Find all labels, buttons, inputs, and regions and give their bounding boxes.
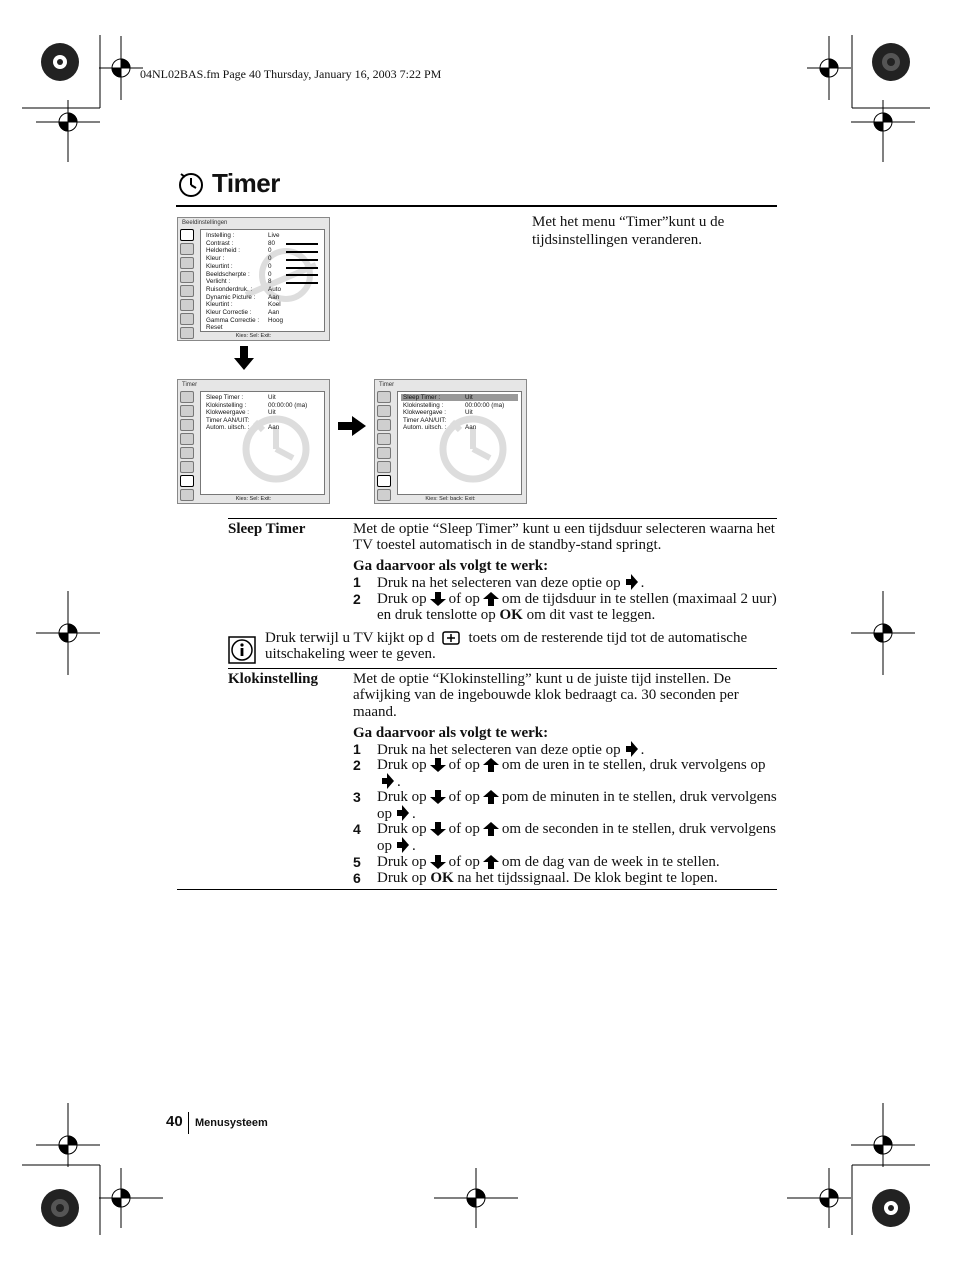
setting-row[interactable]: Beeldscherpte : 0 — [206, 270, 272, 278]
arrow-down-key-icon — [430, 822, 446, 836]
section-rule — [228, 668, 777, 669]
timer-row[interactable]: Timer AAN/UIT: — [403, 416, 447, 424]
info-icon — [228, 636, 256, 664]
picture-menu-icon — [377, 391, 391, 403]
picture-menu-icon — [180, 229, 194, 241]
klok-step-3: 3 Druk op of op pom de minuten in te stellen, druk vervolgens op . — [353, 789, 777, 823]
setting-row[interactable]: Ruisonderdruk. : Auto — [206, 285, 281, 293]
sound-menu-icon — [180, 243, 194, 255]
setting-row[interactable]: Reset — [206, 324, 223, 332]
file-header: 04NL02BAS.fm Page 40 Thursday, January 16, 2003 7:22 PM — [140, 67, 442, 81]
title-rule — [176, 205, 777, 207]
screen-title: Beeldinstellingen — [182, 220, 228, 226]
setting-row[interactable]: Kleur Correctie : Aan — [206, 309, 280, 316]
setup-menu-icon — [377, 433, 391, 445]
sound-menu-icon — [180, 405, 194, 417]
menu-icon-column — [180, 229, 194, 339]
info-display-key-icon — [442, 631, 460, 645]
section-rule — [228, 518, 777, 519]
arrow-down-key-icon — [430, 855, 446, 869]
timer-row-selected[interactable]: Sleep Timer : Uit — [401, 394, 518, 401]
screen-footer: Kies: Sel: back: Exit: — [425, 496, 476, 502]
sleep-timer-note: Druk terwijl u TV kijkt op d toets om de resterende tijd tot de automatische uitschakeling weer te geven. — [265, 630, 748, 663]
slider-bar — [286, 243, 318, 245]
menu-icon-column — [180, 391, 194, 501]
arrow-down-key-icon — [430, 592, 446, 606]
slider-bar — [286, 282, 318, 284]
slider-bar — [286, 267, 318, 269]
settings-menu-icon — [180, 461, 194, 473]
timer-panel — [200, 391, 325, 495]
sleep-step-2: 2 Druk op of op om de tijdsduur in te stellen (maximaal 2 uur) en druk tenslotte op OK om dit vast te leggen. — [353, 591, 777, 624]
arrow-right-icon — [338, 416, 366, 436]
arrow-up-key-icon — [483, 822, 499, 836]
setting-row[interactable]: Kleurtint : 0 — [206, 262, 272, 270]
arrow-up-key-icon — [483, 758, 499, 772]
timer-menu-icon — [377, 475, 391, 487]
setting-row[interactable]: Gamma Correctie : Hoog — [206, 316, 284, 324]
page-title — [176, 168, 280, 199]
screen-footer: Kies: Sel: Exit: — [235, 333, 272, 339]
section-label-sleep-timer: Sleep Timer — [228, 521, 306, 537]
klok-step-4: 4 Druk op of op om de seconden in te stellen, druk vervolgens op . — [353, 821, 776, 855]
arrow-right-key-icon — [380, 773, 394, 789]
settings-menu-icon — [377, 461, 391, 473]
sleep-step-1: 1 Druk na het selecteren van deze optie op . — [353, 574, 645, 591]
section-label-klokinstelling: Klokinstelling — [228, 671, 319, 687]
setting-row[interactable]: Instelling : Live — [206, 232, 280, 239]
arrow-right-key-icon — [395, 805, 409, 821]
timer-menu-icon — [180, 313, 194, 325]
arrow-up-key-icon — [483, 592, 499, 606]
timer-row[interactable]: Klokinstelling : 00:00:00 (ma) — [403, 401, 505, 409]
timer-row[interactable]: Klokinstelling : 00:00:00 (ma) — [206, 401, 308, 409]
setting-row[interactable]: Contrast : 80 — [206, 239, 276, 247]
arrow-up-key-icon — [483, 855, 499, 869]
footer-section-name: Menusysteem — [195, 1117, 268, 1129]
screen-timer-selected — [374, 379, 527, 504]
registration-starburst-br — [872, 1189, 910, 1227]
screen-title: Timer — [182, 382, 198, 388]
setup-menu-icon — [180, 271, 194, 283]
setting-row[interactable]: Kleurtint : Koel — [206, 301, 281, 309]
registration-starburst-bl — [41, 1189, 79, 1227]
setting-row[interactable]: Helderheid : 0 — [206, 247, 272, 255]
features-menu-icon — [377, 419, 391, 431]
setting-row[interactable]: Verlicht : 8 — [206, 278, 272, 286]
klokinstelling-description: Met de optie “Klokinstelling” kunt u de juiste tijd instellen. De afwijking van de ingebouwde klok bedraagt ca. 30 seconden per maand. — [353, 671, 739, 720]
arrow-down-key-icon — [430, 790, 446, 804]
menu-icon-column — [377, 391, 391, 501]
page-number: 40 — [166, 1113, 183, 1130]
slider-bar — [286, 259, 318, 261]
registration-starburst-tr — [872, 43, 910, 81]
timer-menu-icon — [180, 475, 194, 487]
klok-step-5: 5 Druk op of op om de dag van de week in te stellen. — [353, 854, 720, 870]
sleep-timer-howto: Ga daarvoor als volgt te werk: — [353, 558, 549, 574]
klok-step-2: 2 Druk op of op om de uren in te stellen, druk vervolgens op. — [353, 757, 766, 791]
screen-footer: Kies: Sel: Exit: — [235, 496, 272, 502]
arrow-right-key-icon — [395, 837, 409, 853]
klokinstelling-howto: Ga daarvoor als volgt te werk: — [353, 725, 549, 741]
arrow-right-key-icon — [624, 574, 638, 590]
features-menu-icon — [180, 419, 194, 431]
arrow-down-icon — [234, 346, 254, 370]
slider-bar — [286, 251, 318, 253]
timer-panel — [397, 391, 522, 495]
slider-bar — [286, 274, 318, 276]
timer-row[interactable]: Timer AAN/UIT: — [206, 416, 250, 424]
settings-menu-icon — [180, 299, 194, 311]
setting-row[interactable]: Dynamic Picture : Aan — [206, 293, 280, 301]
footer-divider — [188, 1112, 189, 1134]
section-end-rule — [177, 889, 777, 890]
timer-row[interactable]: Klokweergave : Uit — [403, 409, 473, 416]
timer-clock-icon — [176, 170, 206, 198]
features-menu-icon — [180, 257, 194, 269]
setting-row[interactable]: Kleur : 0 — [206, 255, 272, 263]
timer-row[interactable]: Autom. uitsch. : Aan — [403, 424, 477, 431]
screen-picture-settings — [177, 217, 330, 341]
screen-title: Timer — [379, 382, 395, 388]
arrow-down-key-icon — [430, 758, 446, 772]
setup-menu-icon — [180, 433, 194, 445]
registration-starburst-tl — [41, 43, 79, 81]
timer-row[interactable]: Autom. uitsch. : Aan — [206, 424, 280, 431]
arrow-up-key-icon — [483, 790, 499, 804]
settings-panel — [200, 229, 325, 332]
sound-menu-icon — [377, 405, 391, 417]
pc-menu-icon — [180, 447, 194, 459]
pc-menu-icon — [180, 285, 194, 297]
klok-step-6: 6 Druk op OK na het tijdssignaal. De klok begint te lopen. — [353, 870, 718, 886]
intro-text: Met het menu “Timer”kunt u de tijdsinstellingen veranderen. — [532, 214, 725, 248]
screen-timer-menu — [177, 379, 330, 504]
timer-row[interactable]: Klokweergave : Uit — [206, 409, 276, 416]
arrow-right-key-icon — [624, 741, 638, 757]
sleep-timer-description: Met de optie “Sleep Timer” kunt u een tijdsduur selecteren waarna het TV toestel automatisch in de standby-stand springt. — [353, 521, 775, 554]
timer-row[interactable]: Sleep Timer : Uit — [206, 394, 276, 401]
page-title-text: Timer — [212, 168, 280, 198]
klok-step-1: 1 Druk na het selecteren van deze optie op . — [353, 741, 645, 758]
pc-menu-icon — [377, 447, 391, 459]
picture-menu-icon — [180, 391, 194, 403]
